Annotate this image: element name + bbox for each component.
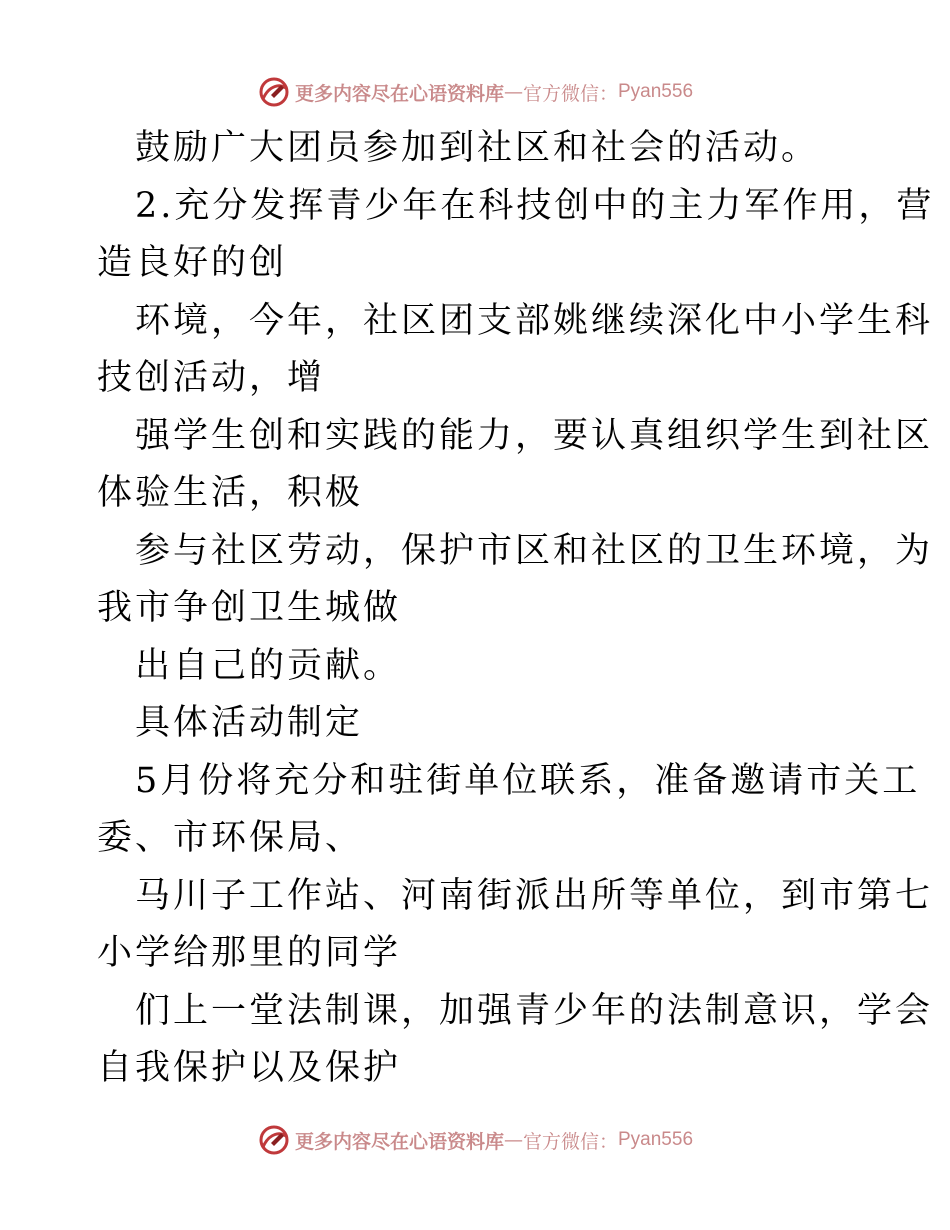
header-watermark [0,72,950,112]
text-line: 委、市环保局、 [97,818,364,858]
text-line: 参与社区劳动，保护市区和社区的卫生环境，为 [135,530,934,571]
text-line: 马川子工作站、河南街派出所等单位，到市第七 [135,875,934,916]
text-line: 技创活动，增 [97,358,326,398]
document-body [97,120,935,1098]
text-line: 具体活动制定 [135,703,364,743]
footer-wechat-id: Pyan556 [618,1129,694,1150]
text-line: 鼓励广大团员参加到社区和社会的活动。 [135,128,820,168]
text-line: 我市争创卫生城做 [97,588,402,628]
text-line: 2.充分发挥青少年在科技创中的主力军作用，营 [135,185,935,226]
text-line: 造良好的创 [97,243,288,283]
text-line: 5月份将充分和驻街单位联系，准备邀请市关工 [135,760,921,801]
header-watermark-separator: — [503,81,523,103]
text-line: 体验生活，积极 [97,473,364,513]
text-line: 强学生创和实践的能力，要认真组织学生到社区 [135,415,934,456]
footer-watermark [0,1120,950,1160]
text-line: 小学给那里的同学 [97,933,402,973]
text-line: 环境，今年，社区团支部姚继续深化中小学生科 [135,300,934,341]
pen-logo-icon [257,1123,291,1157]
header-watermark-text: 更多内容尽在心语资料库 [294,82,504,105]
header-wechat-label: 官方微信： [522,82,618,105]
footer-watermark-text: 更多内容尽在心语资料库 [294,1130,504,1153]
footer-watermark-separator: — [503,1129,523,1151]
text-line: 们上一堂法制课，加强青少年的法制意识，学会 [135,990,934,1031]
footer-wechat-label: 官方微信： [522,1130,618,1153]
header-wechat-id: Pyan556 [618,81,694,102]
text-line: 自我保护以及保护 [97,1048,402,1088]
text-line: 出自己的贡献。 [135,645,402,686]
pen-logo-icon [257,75,291,109]
